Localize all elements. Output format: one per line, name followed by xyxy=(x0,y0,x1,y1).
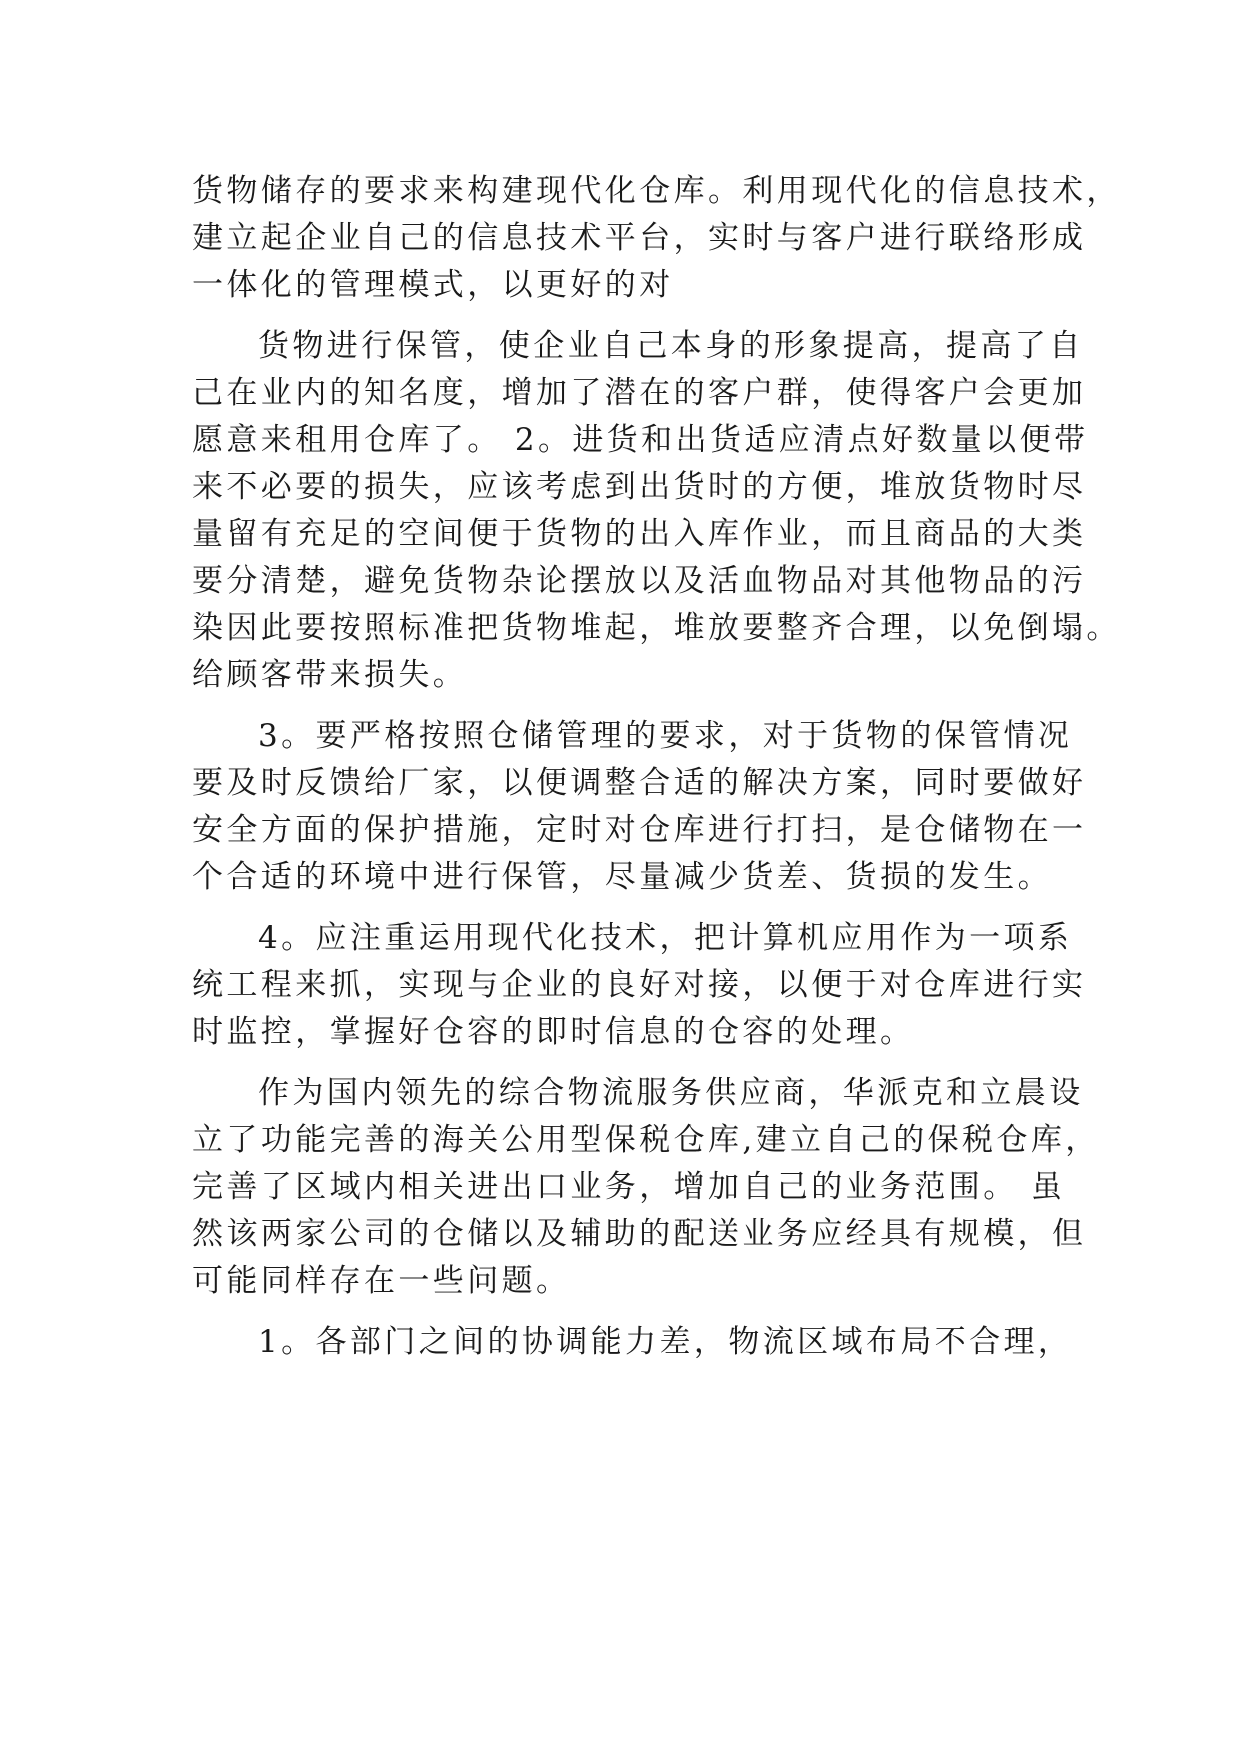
text-line: 可能同样存在一些问题。 xyxy=(192,1263,571,1299)
text-line: 要及时反馈给厂家，以便调整合适的解决方案，同时要做好 xyxy=(192,765,1087,801)
text-line: 作为国内领先的综合物流服务供应商，华派克和立晨设 xyxy=(258,1075,1084,1111)
text-line: 立了功能完善的海关公用型保税仓库,建立自己的保税仓库， xyxy=(192,1122,1100,1158)
text-line: 要分清楚，避免货物杂论摆放以及活血物品对其他物品的污 xyxy=(192,563,1087,599)
text-line: 来不必要的损失，应该考虑到出货时的方便，堆放货物时尽 xyxy=(192,469,1087,505)
text-line: 统工程来抓，实现与企业的良好对接，以便于对仓库进行实 xyxy=(192,967,1087,1003)
text-line: 己在业内的知名度，增加了潜在的客户群，使得客户会更加 xyxy=(192,375,1087,411)
text-line: 货物储存的要求来构建现代化仓库。利用现代化的信息技术， xyxy=(192,173,1121,209)
text-line: 然该两家公司的仓储以及辅助的配送业务应经具有规模，但 xyxy=(192,1216,1087,1252)
text-line: 一体化的管理模式，以更好的对 xyxy=(192,267,674,303)
text-line: 3。要严格按照仓储管理的要求，对于货物的保管情况 xyxy=(258,718,1073,754)
text-line: 时监控，掌握好仓容的即时信息的仓容的处理。 xyxy=(192,1014,915,1050)
text-line: 4。应注重运用现代化技术，把计算机应用作为一项系 xyxy=(258,920,1073,956)
text-line: 愿意来租用仓库了。 2。进货和出货适应清点好数量以便带 xyxy=(192,422,1089,458)
text-line: 完善了区域内相关进出口业务，增加自己的业务范围。 虽 xyxy=(192,1169,1066,1205)
text-line: 个合适的环境中进行保管，尽量减少货差、货损的发生。 xyxy=(192,859,1052,895)
text-line: 货物进行保管，使企业自己本身的形象提高，提高了自 xyxy=(258,328,1084,364)
text-line: 染因此要按照标准把货物堆起，堆放要整齐合理，以免倒塌。 xyxy=(192,610,1121,646)
text-line: 给顾客带来损失。 xyxy=(192,657,468,693)
text-line: 安全方面的保护措施，定时对仓库进行打扫，是仓储物在一 xyxy=(192,812,1087,848)
body-text xyxy=(192,168,1121,1366)
text-line: 1。各部门之间的协调能力差，物流区域布局不合理， xyxy=(258,1324,1073,1360)
text-line: 量留有充足的空间便于货物的出入库作业，而且商品的大类 xyxy=(192,516,1087,552)
text-line: 建立起企业自己的信息技术平台，实时与客户进行联络形成 xyxy=(192,220,1087,256)
